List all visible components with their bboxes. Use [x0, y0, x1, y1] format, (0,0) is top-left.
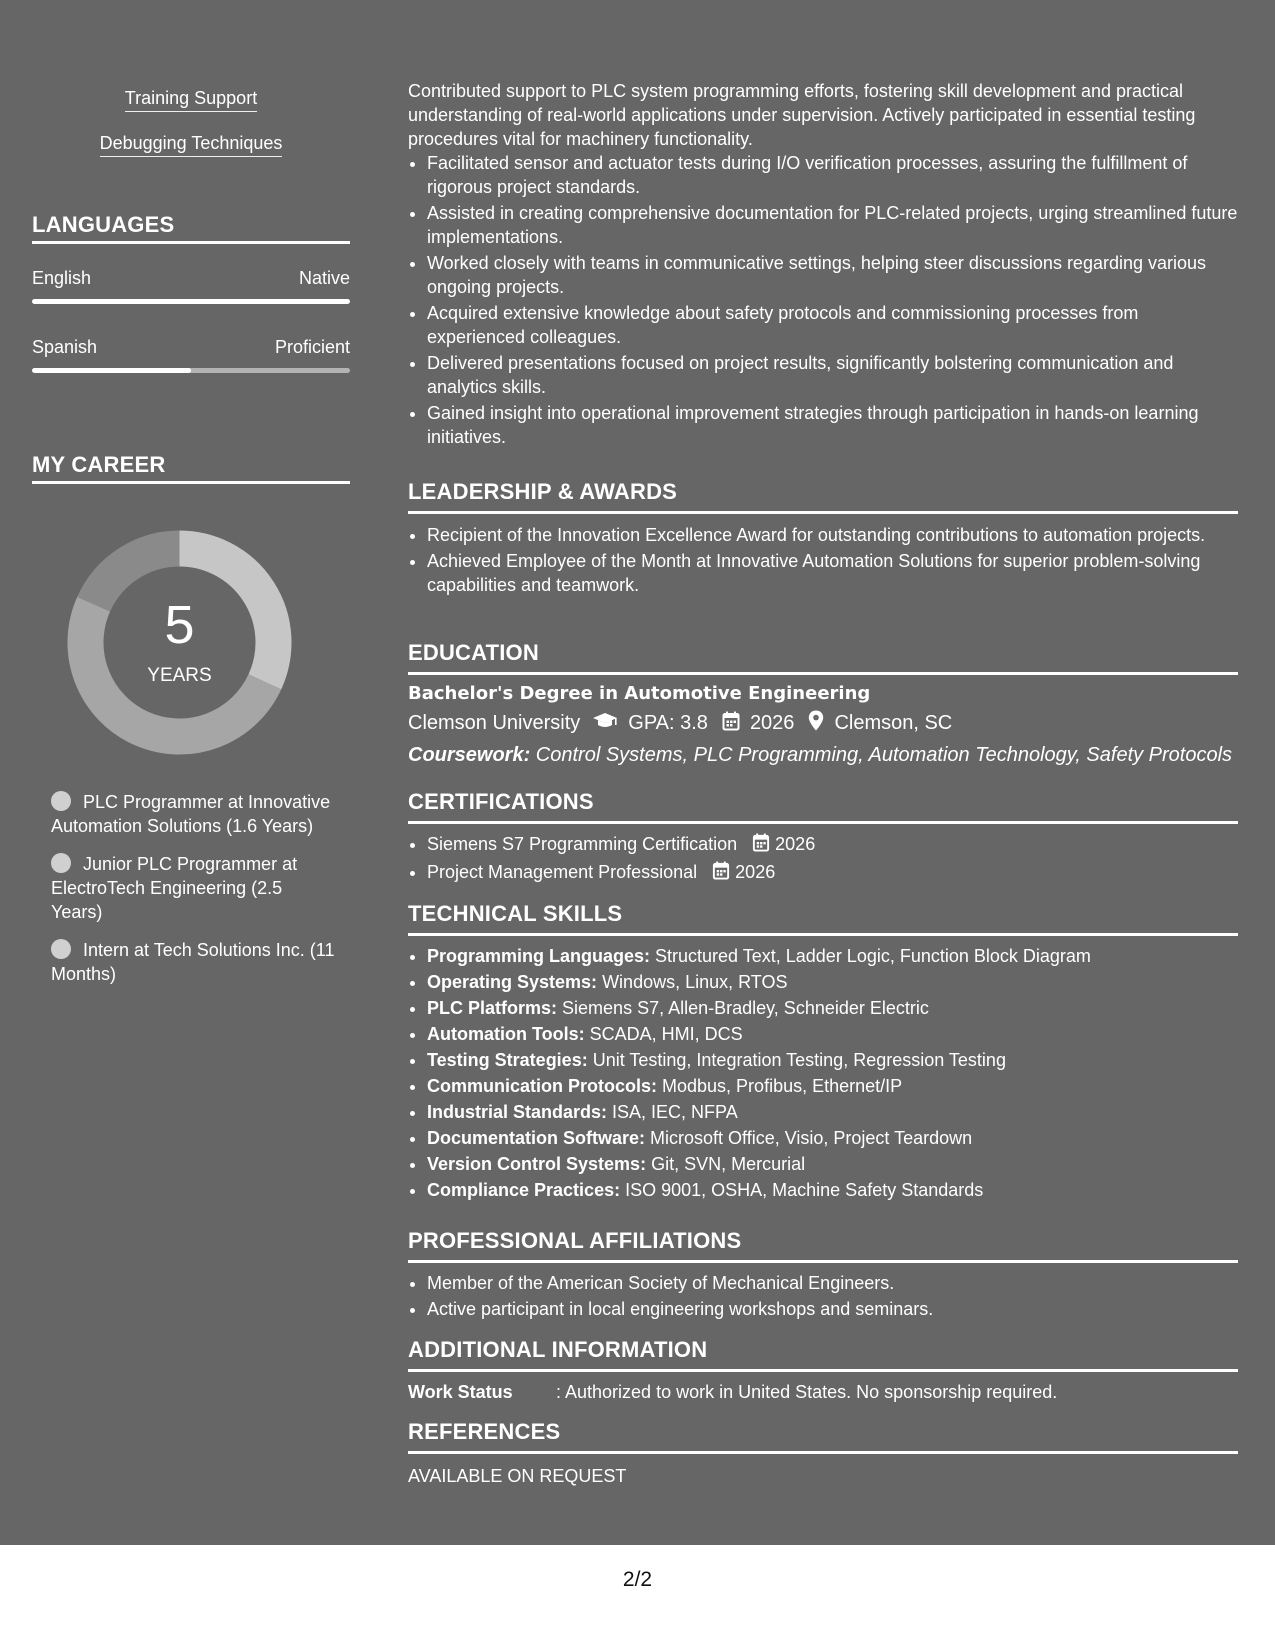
legend-dot: [51, 939, 71, 959]
list-item: • Recipient of the Innovation Excellence Award for outstanding contributions to automation projects.: [427, 523, 1238, 547]
language-bar-fill: [32, 299, 350, 304]
section-title: TECHNICAL SKILLS: [408, 901, 623, 926]
location-pin-icon: [808, 710, 824, 737]
career-item-text: Intern at Tech Solutions Inc. (11 Months): [51, 940, 335, 984]
skill-value: Structured Text, Ladder Logic, Function Block Diagram: [650, 946, 1091, 966]
work-status-label: Work Status: [408, 1382, 513, 1402]
list-item: • Acquired extensive knowledge about safety protocols and commissioning processes from experienced colleagues.: [427, 301, 1238, 349]
skill-value: Microsoft Office, Visio, Project Teardown: [645, 1128, 973, 1148]
list-item: [427, 1152, 1238, 1176]
skill-value: ISO 9001, OSHA, Machine Safety Standards: [620, 1180, 984, 1200]
affiliations-section: [408, 1228, 1238, 1323]
leadership-list: [408, 523, 1238, 597]
section-title: PROFESSIONAL AFFILIATIONS: [408, 1228, 742, 1253]
career-unit: YEARS: [147, 665, 212, 686]
work-status-row: [408, 1382, 1238, 1403]
degree-title: Bachelor's Degree in Automotive Engineering: [408, 683, 871, 704]
career-legend: [51, 790, 336, 1000]
section-rule: [408, 1260, 1238, 1263]
language-bar-english: [32, 299, 350, 304]
skill-label: Programming Languages:: [427, 946, 651, 966]
certification-name: Siemens S7 Programming Certification: [427, 834, 738, 854]
list-item: • Assisted in creating comprehensive documentation for PLC-related projects, urging streamlined future implementations.: [427, 201, 1238, 249]
language-row-spanish: [32, 337, 350, 358]
certification-name: Project Management Professional: [427, 862, 698, 882]
skill-value: Modbus, Profibus, Ethernet/IP: [657, 1076, 903, 1096]
skill-label: Compliance Practices:: [427, 1180, 621, 1200]
certifications-list: [408, 832, 1238, 886]
list-item: • Gained insight into operational improvement strategies through participation in hands-on learning initiatives.: [427, 401, 1238, 449]
coursework-label: Coursework:: [408, 744, 531, 766]
career-rule: [32, 481, 350, 484]
list-item: • Achieved Employee of the Month at Innovative Automation Solutions for superior problem-solving capabilities and teamwork.: [427, 549, 1238, 597]
page-number: 2/2: [622, 1568, 653, 1591]
list-item: • Delivered presentations focused on project results, significantly bolstering communication and analytics skills.: [427, 351, 1238, 399]
list-item: [427, 1022, 1238, 1046]
language-name: Spanish: [32, 337, 98, 357]
list-item: [427, 1178, 1238, 1202]
skill-value: Unit Testing, Integration Testing, Regression Testing: [587, 1050, 1006, 1070]
career-item: [51, 938, 336, 986]
page-footer: [0, 1545, 1275, 1650]
language-level: Native: [298, 268, 350, 288]
language-name: English: [32, 268, 92, 288]
language-level: Proficient: [274, 337, 350, 357]
experience-bullets: [408, 151, 1238, 449]
graduation-cap-icon: [592, 712, 618, 736]
language-bar-fill: [32, 368, 191, 373]
career-heading: MY CAREER: [32, 452, 166, 477]
skill-label: Automation Tools:: [427, 1024, 585, 1044]
list-item: [427, 996, 1238, 1020]
skill-value: SCADA, HMI, DCS: [584, 1024, 743, 1044]
legend-dot: [51, 791, 71, 811]
experience-section: [408, 79, 1238, 451]
list-item: [427, 1100, 1238, 1124]
list-item: [427, 944, 1238, 968]
skill-value: ISA, IEC, NFPA: [607, 1102, 738, 1122]
certifications-section: [408, 789, 1238, 888]
leadership-section: [408, 479, 1238, 599]
list-item: [427, 970, 1238, 994]
skill-label: PLC Platforms:: [427, 998, 558, 1018]
section-rule: [408, 1369, 1238, 1372]
list-item: [427, 1048, 1238, 1072]
skill-label: Communication Protocols:: [427, 1076, 658, 1096]
section-title: EDUCATION: [408, 640, 539, 665]
education-details: [408, 710, 1238, 737]
section-rule: [408, 1451, 1238, 1454]
gpa: GPA: 3.8: [628, 712, 708, 734]
section-title: REFERENCES: [408, 1419, 561, 1444]
language-row-english: [32, 268, 350, 289]
career-total: 5: [164, 595, 195, 655]
skills-list: [408, 944, 1238, 1202]
languages-rule: [32, 241, 350, 244]
school-name: Clemson University: [408, 712, 581, 734]
section-rule: [408, 821, 1238, 824]
career-item: [51, 852, 336, 924]
career-item: [51, 790, 336, 838]
section-rule: [408, 672, 1238, 675]
section-rule: [408, 511, 1238, 514]
list-item: [427, 860, 1238, 886]
skill-label: Version Control Systems:: [427, 1154, 647, 1174]
skill-value: Siemens S7, Allen-Bradley, Schneider Electric: [557, 998, 929, 1018]
languages-heading: LANGUAGES: [32, 212, 175, 237]
section-title: ADDITIONAL INFORMATION: [408, 1337, 708, 1362]
section-title: LEADERSHIP & AWARDS: [408, 479, 678, 504]
career-donut-chart: [67, 530, 292, 755]
skill-link-training-support[interactable]: Training Support: [32, 88, 350, 109]
section-rule: [408, 933, 1238, 936]
list-item: [427, 1074, 1238, 1098]
coursework: [408, 744, 1238, 767]
language-bar-spanish: [32, 368, 350, 373]
calendar-icon: [712, 864, 730, 884]
list-item: • Member of the American Society of Mechanical Engineers.: [427, 1271, 1238, 1295]
career-item-text: Junior PLC Programmer at ElectroTech Engineering (2.5 Years): [51, 854, 298, 922]
work-status-value: : Authorized to work in United States. No sponsorship required.: [556, 1382, 1058, 1402]
skill-label: Testing Strategies:: [427, 1050, 588, 1070]
technical-skills-section: [408, 901, 1238, 1204]
legend-dot: [51, 853, 71, 873]
career-item-text: PLC Programmer at Innovative Automation Solutions (1.6 Years): [51, 792, 331, 836]
certification-year: 2026: [775, 834, 816, 854]
calendar-icon: [722, 711, 740, 737]
list-item: • Active participant in local engineering workshops and seminars.: [427, 1297, 1238, 1321]
skill-label: Documentation Software:: [427, 1128, 646, 1148]
skill-value: Git, SVN, Mercurial: [646, 1154, 806, 1174]
affiliations-list: [408, 1271, 1238, 1321]
skill-label: Operating Systems:: [427, 972, 598, 992]
additional-info-section: [408, 1337, 1238, 1403]
list-item: • Facilitated sensor and actuator tests during I/O verification processes, assuring the fulfillment of rigorous project standards.: [427, 151, 1238, 199]
list-item: • Worked closely with teams in communicative settings, helping steer discussions regarding various ongoing projects.: [427, 251, 1238, 299]
certification-year: 2026: [735, 862, 776, 882]
skill-label: Industrial Standards:: [427, 1102, 608, 1122]
list-item: [427, 832, 1238, 858]
graduation-year: 2026: [749, 712, 795, 734]
references-section: [408, 1419, 1238, 1487]
references-text: AVAILABLE ON REQUEST: [408, 1466, 627, 1486]
school-location: Clemson, SC: [834, 712, 953, 734]
skill-value: Windows, Linux, RTOS: [597, 972, 788, 992]
skill-link-debugging-techniques[interactable]: Debugging Techniques: [32, 133, 350, 154]
coursework-list: Control Systems, PLC Programming, Automation Technology, Safety Protocols: [530, 744, 1233, 766]
calendar-icon: [752, 836, 770, 856]
education-section: [408, 640, 1238, 767]
list-item: [427, 1126, 1238, 1150]
section-title: CERTIFICATIONS: [408, 789, 594, 814]
experience-summary: Contributed support to PLC system programming efforts, fostering skill development and practical understanding of real-world applications under supervision. Actively participated in essential testing procedures vital for machinery functionality.: [408, 81, 1196, 149]
